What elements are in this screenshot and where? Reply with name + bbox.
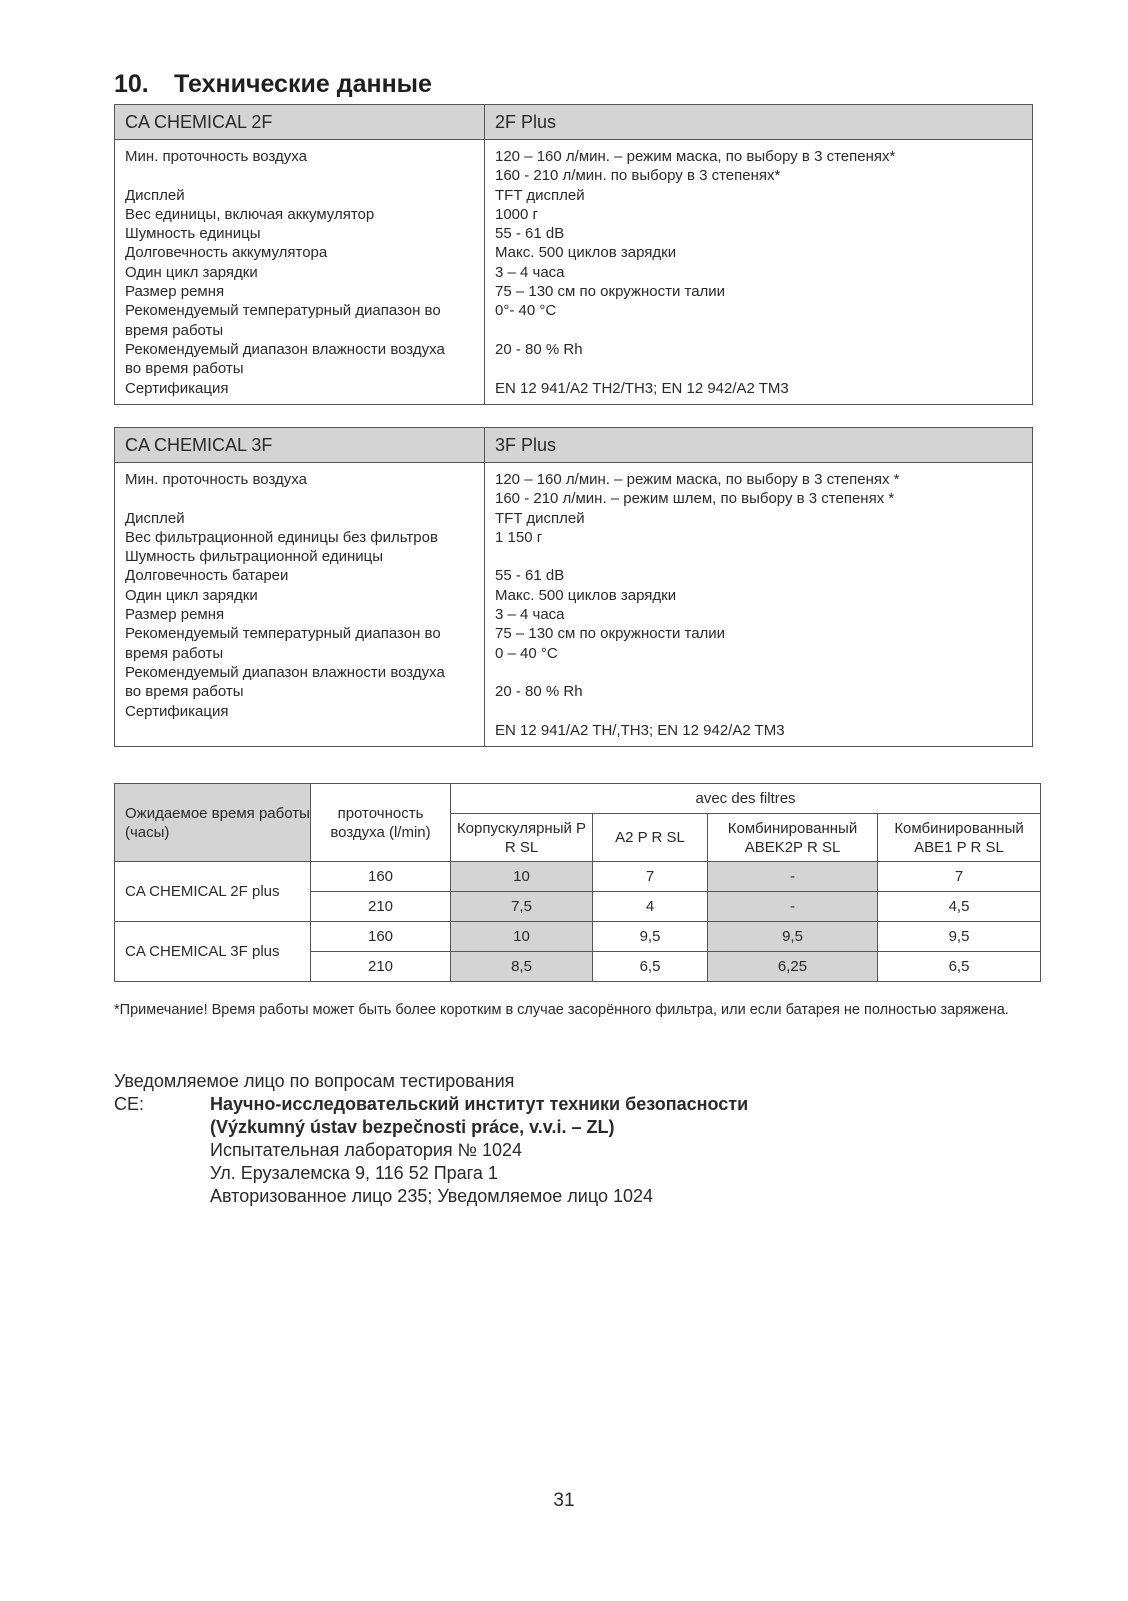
spec-line: Шумность фильтрационной единицы bbox=[125, 548, 383, 566]
spec-line: время работы bbox=[125, 644, 224, 662]
runtime-cell: 6,5 bbox=[593, 952, 708, 982]
spec-line: Дисплей bbox=[125, 509, 185, 527]
runtime-filter-header: Комбинированный ABE1 P R SL bbox=[878, 814, 1041, 862]
runtime-cell: - bbox=[708, 862, 878, 892]
spec-table-2f-labels bbox=[115, 140, 485, 405]
spec-line: Рекомендуемый температурный диапазон во bbox=[125, 625, 441, 643]
runtime-cell: 8,5 bbox=[451, 952, 593, 982]
runtime-group-header: avec des filtres bbox=[451, 784, 1041, 814]
spec-line: во время работы bbox=[125, 683, 244, 701]
spec-value: 55 - 61 dB bbox=[495, 225, 565, 243]
runtime-cell: 10 bbox=[451, 862, 593, 892]
runtime-cell: - bbox=[708, 892, 878, 922]
spec-line bbox=[125, 721, 474, 740]
spec-value: 55 - 61 dB bbox=[495, 567, 565, 585]
runtime-unit-name: CA CHEMICAL 2F plus bbox=[115, 862, 311, 922]
spec-line: Рекомендуемый диапазон влажности воздуха bbox=[125, 663, 445, 681]
spec-value bbox=[495, 663, 1022, 682]
runtime-cell: 4,5 bbox=[878, 892, 1041, 922]
section-title bbox=[114, 70, 432, 99]
spec-table-2f-header-left: CA CHEMICAL 2F bbox=[115, 105, 485, 140]
runtime-cell: 4 bbox=[593, 892, 708, 922]
runtime-cell: 7 bbox=[878, 862, 1041, 892]
footnote: *Примечание! Время работы может быть более коротким в случае засорённого фильтра, или если батарея не полностью заряжена. bbox=[114, 1002, 1009, 1018]
spec-line: Долговечность аккумулятора bbox=[125, 244, 328, 262]
spec-line: Дисплей bbox=[125, 186, 185, 204]
spec-value: 1 150 г bbox=[495, 528, 543, 546]
spec-value: 20 - 80 % Rh bbox=[495, 683, 583, 701]
spec-value: 3 – 4 часа bbox=[495, 263, 565, 281]
spec-line: Размер ремня bbox=[125, 283, 225, 301]
spec-value: Макс. 500 циклов зарядки bbox=[495, 586, 677, 604]
runtime-filter-header: Комбинированный ABEK2P R SL bbox=[708, 814, 878, 862]
ce-label: CE: bbox=[114, 1094, 145, 1114]
runtime-col-expected: Ожидаемое время работы (часы) bbox=[115, 784, 311, 862]
spec-value: EN 12 941/A2 TH/,TH3; EN 12 942/A2 TM3 bbox=[495, 721, 785, 739]
notified-body-intro: Уведомляемое лицо по вопросам тестирования bbox=[114, 1071, 515, 1091]
spec-line bbox=[125, 166, 474, 185]
spec-line: Один цикл зарядки bbox=[125, 586, 258, 604]
spec-value: TFT дисплей bbox=[495, 509, 585, 527]
spec-value: EN 12 941/A2 TH2/TH3; EN 12 942/A2 TM3 bbox=[495, 379, 789, 397]
runtime-flow: 210 bbox=[311, 952, 451, 982]
spec-table-3f-labels bbox=[115, 463, 485, 747]
spec-value: 1000 г bbox=[495, 205, 539, 223]
runtime-filter-header: A2 P R SL bbox=[593, 814, 708, 862]
spec-value: Макс. 500 циклов зарядки bbox=[495, 244, 677, 262]
runtime-flow: 210 bbox=[311, 892, 451, 922]
spec-table-3f-header-left: CA CHEMICAL 3F bbox=[115, 428, 485, 463]
institute-name-cz: (Výzkumný ústav bezpečnosti práce, v.v.i. – ZL) bbox=[210, 1117, 615, 1137]
spec-table-3f-values bbox=[485, 463, 1033, 747]
spec-value bbox=[495, 359, 1022, 378]
spec-value: 3 – 4 часа bbox=[495, 606, 565, 624]
spec-table-2f bbox=[114, 104, 1033, 405]
spec-line: Мин. проточность воздуха bbox=[125, 471, 307, 488]
notified-body bbox=[114, 1070, 748, 1208]
spec-value bbox=[495, 321, 1022, 340]
spec-table-3f-header-right: 3F Plus bbox=[485, 428, 1033, 463]
authorized-person: Авторизованное лицо 235; Уведомляемое лицо 1024 bbox=[210, 1186, 654, 1206]
spec-value: 160 - 210 л/мин. – режим шлем, по выбору в 3 степенях * bbox=[495, 490, 895, 508]
spec-value: 160 - 210 л/мин. по выбору в 3 степенях* bbox=[495, 167, 781, 185]
spec-value: 0 – 40 °C bbox=[495, 644, 558, 662]
runtime-flow: 160 bbox=[311, 922, 451, 952]
spec-line: Один цикл зарядки bbox=[125, 263, 258, 281]
spec-line bbox=[125, 489, 474, 508]
spec-line: Рекомендуемый температурный диапазон во bbox=[125, 302, 441, 320]
institute-name-ru: Научно-исследовательский институт техники безопасности bbox=[210, 1094, 749, 1114]
section-number: 10. bbox=[114, 70, 149, 98]
spec-line: время работы bbox=[125, 321, 224, 339]
runtime-filter-header: Корпускулярный P R SL bbox=[451, 814, 593, 862]
spec-line: Мин. проточность воздуха bbox=[125, 148, 307, 165]
spec-value: 0°- 40 °C bbox=[495, 302, 557, 320]
spec-value: 75 – 130 см по окружности талии bbox=[495, 283, 726, 301]
spec-line: Вес фильтрационной единицы без фильтров bbox=[125, 528, 438, 546]
lab-name: Испытательная лаборатория № 1024 bbox=[210, 1140, 522, 1160]
spec-table-2f-values bbox=[485, 140, 1033, 405]
spec-value bbox=[495, 702, 1022, 721]
page-number: 31 bbox=[553, 1490, 575, 1511]
address: Ул. Ерузалемска 9, 116 52 Прага 1 bbox=[210, 1163, 498, 1183]
spec-line: Размер ремня bbox=[125, 606, 225, 624]
spec-value: 20 - 80 % Rh bbox=[495, 340, 583, 358]
spec-value: TFT дисплей bbox=[495, 186, 585, 204]
runtime-flow: 160 bbox=[311, 862, 451, 892]
spec-line: Сертификация bbox=[125, 379, 229, 397]
runtime-cell: 9,5 bbox=[878, 922, 1041, 952]
runtime-cell: 9,5 bbox=[708, 922, 878, 952]
spec-line: Вес единицы, включая аккумулятор bbox=[125, 205, 375, 223]
spec-value: 75 – 130 см по окружности талии bbox=[495, 625, 726, 643]
spec-line: Шумность единицы bbox=[125, 225, 261, 243]
runtime-unit-name: CA CHEMICAL 3F plus bbox=[115, 922, 311, 982]
spec-line: Долговечность батареи bbox=[125, 567, 289, 585]
section-title-text: Технические данные bbox=[174, 70, 432, 98]
spec-value bbox=[495, 547, 1022, 566]
runtime-cell: 7 bbox=[593, 862, 708, 892]
spec-line: Сертификация bbox=[125, 702, 229, 720]
spec-table-3f bbox=[114, 427, 1033, 747]
runtime-cell: 7,5 bbox=[451, 892, 593, 922]
spec-table-2f-header-right: 2F Plus bbox=[485, 105, 1033, 140]
runtime-cell: 9,5 bbox=[593, 922, 708, 952]
runtime-col-flow: проточность воздуха (l/min) bbox=[311, 784, 451, 862]
runtime-cell: 6,5 bbox=[878, 952, 1041, 982]
spec-line: Рекомендуемый диапазон влажности воздуха bbox=[125, 340, 445, 358]
runtime-cell: 10 bbox=[451, 922, 593, 952]
spec-value: 120 – 160 л/мин. – режим маска, по выбору в 3 степенях* bbox=[495, 148, 896, 165]
spec-line: во время работы bbox=[125, 360, 244, 378]
runtime-table bbox=[114, 783, 1041, 982]
runtime-cell: 6,25 bbox=[708, 952, 878, 982]
spec-value: 120 – 160 л/мин. – режим маска, по выбору в 3 степенях * bbox=[495, 471, 900, 488]
